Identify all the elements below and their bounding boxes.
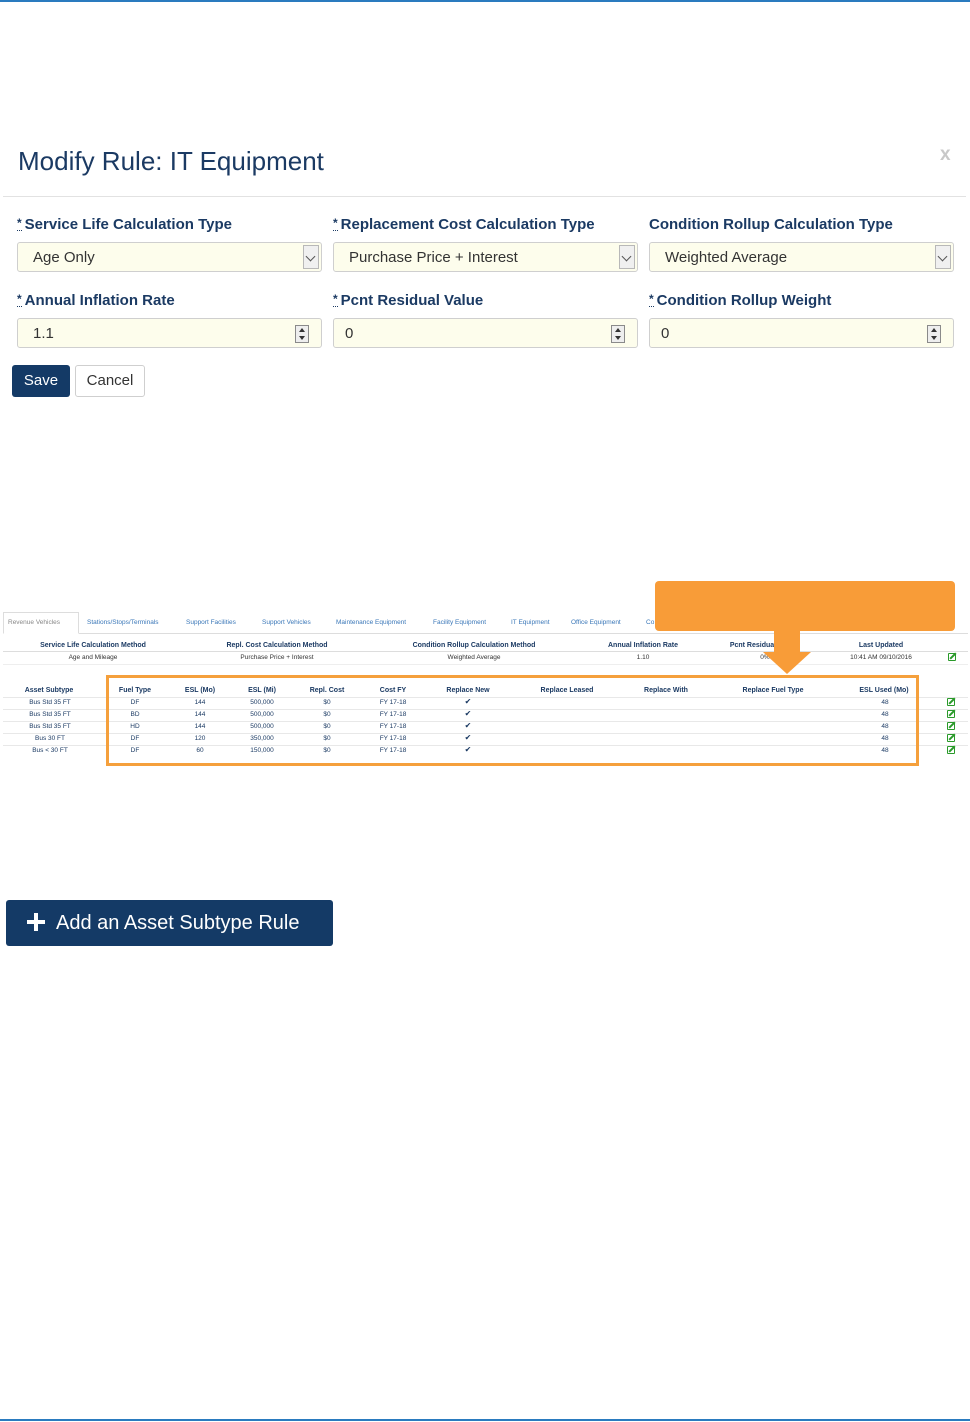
summary-divider [3,651,968,652]
check-icon: ✔ [464,733,472,742]
add-asset-subtype-rule-button[interactable] [6,900,333,946]
service-life-type-label: * Service Life Calculation Type [17,216,232,233]
pcnt-residual-value-label: * Pcnt Residual Value [333,292,484,309]
column-header: ESL (Mi) [248,687,276,694]
cell-esl-mo: 144 [194,723,206,730]
tab-maintenance-equipment[interactable]: Maintenance Equipment [336,619,407,626]
close-icon[interactable]: x [940,144,951,165]
summary-header: Condition Rollup Calculation Method [412,642,536,649]
check-icon: ✔ [464,721,472,730]
edit-icon[interactable] [948,653,956,661]
column-header: Replace Leased [540,687,594,694]
cell-fy: FY 17-18 [379,711,407,718]
replacement-cost-type-select[interactable]: Purchase Price + Interest [333,242,638,272]
cell-cost: $0 [323,711,331,718]
spinner-icon[interactable] [927,325,941,343]
arrow-head-icon [763,652,811,674]
cell-esl-mi: 500,000 [250,723,274,730]
page-top-rule [0,0,970,2]
cell-fy: FY 17-18 [379,723,407,730]
arrow-down-icon [774,631,800,653]
plus-icon [27,913,45,931]
tab-co[interactable]: Co [646,619,655,626]
condition-rollup-weight-label: * Condition Rollup Weight [649,292,832,309]
cell-fuel: DF [130,747,140,754]
column-header: Replace With [644,687,688,694]
required-marker: * [649,292,654,306]
cell-esl-mi: 500,000 [250,699,274,706]
summary-header: Last Updated [858,642,904,649]
cell-subtype: Bus Std 35 FT [29,699,71,706]
cell-cost: $0 [323,747,331,754]
summary-value: 0% [760,654,770,661]
column-header: ESL (Mo) [184,687,216,694]
tab-stations[interactable]: Stations/Stops/Terminals [87,619,159,626]
tab-it-equipment[interactable]: IT Equipment [511,619,550,626]
column-header: Cost FY [379,687,407,694]
cell-fy: FY 17-18 [379,735,407,742]
cell-fuel: HD [130,723,140,730]
chevron-down-icon [935,245,951,269]
cell-fy: FY 17-18 [379,699,407,706]
annual-inflation-rate-label: * Annual Inflation Rate [17,292,175,309]
highlight-box [106,675,919,766]
check-icon: ✔ [464,709,472,718]
cell-fy: FY 17-18 [379,747,407,754]
summary-header: Pcnt Residua [729,642,775,649]
tab-facility-equipment[interactable]: Facility Equipment [433,619,487,626]
spinner-icon[interactable] [611,325,625,343]
cell-subtype: Bus < 30 FT [32,747,68,754]
cell-fuel: DF [130,699,140,706]
cell-cost: $0 [323,735,331,742]
tab-support-vehicles[interactable]: Support Vehicles [262,619,311,626]
summary-header: Repl. Cost Calculation Method [226,642,328,649]
column-header: Replace New [446,687,490,694]
tab-revenue-vehicles[interactable]: Revenue Vehicles [8,619,61,626]
cell-subtype: Bus Std 35 FT [29,711,71,718]
cell-esl-mi: 350,000 [250,735,274,742]
summary-value: Weighted Average [447,654,501,661]
cell-cost: $0 [323,723,331,730]
check-icon: ✔ [464,697,472,706]
check-icon: ✔ [464,745,472,754]
cell-esl-mi: 150,000 [250,747,274,754]
pcnt-residual-value-input[interactable]: 0 [333,318,638,348]
column-header: Repl. Cost [309,687,345,694]
column-header: Replace Fuel Type [742,687,804,694]
spinner-icon[interactable] [295,325,309,343]
condition-rollup-weight-input[interactable]: 0 [649,318,954,348]
cell-esl-mo: 60 [196,747,204,754]
edit-icon[interactable] [947,710,955,718]
page-bottom-rule [0,1419,970,1421]
chevron-down-icon [303,245,319,269]
cell-esl-used: 48 [881,735,889,742]
summary-bottom-divider [3,664,968,665]
cell-esl-mi: 500,000 [250,711,274,718]
save-button[interactable]: Save [12,365,70,397]
cancel-button[interactable]: Cancel [75,365,145,397]
edit-icon[interactable] [947,722,955,730]
required-marker: * [333,216,338,230]
column-header: ESL Used (Mo) [859,687,909,694]
cell-esl-used: 48 [881,747,889,754]
cell-esl-mo: 120 [194,735,206,742]
condition-rollup-type-label: Condition Rollup Calculation Type [649,216,893,233]
summary-value: Purchase Price + Interest [240,654,314,661]
cell-cost: $0 [323,699,331,706]
replacement-cost-type-label: * Replacement Cost Calculation Type [333,216,595,233]
required-marker: * [17,292,22,306]
cell-fuel: BD [130,711,140,718]
chevron-down-icon [619,245,635,269]
summary-value: Age and Mileage [68,654,118,661]
cell-esl-mo: 144 [194,699,206,706]
required-marker: * [17,216,22,230]
callout-box [655,581,955,631]
required-marker: * [333,292,338,306]
cell-esl-used: 48 [881,723,889,730]
modal-title: Modify Rule: IT Equipment [18,146,324,176]
summary-value: 10:41 AM 09/10/2016 [850,654,912,661]
cell-subtype: Bus Std 35 FT [29,723,71,730]
cell-fuel: DF [130,735,140,742]
cell-esl-mo: 144 [194,711,206,718]
edit-icon[interactable] [947,746,955,754]
column-header: Fuel Type [118,687,152,694]
cell-esl-used: 48 [881,711,889,718]
annual-inflation-rate-input[interactable]: 1.1 [17,318,322,348]
cell-esl-used: 48 [881,699,889,706]
add-button-label: Add an Asset Subtype Rule [56,912,300,934]
edit-icon[interactable] [947,734,955,742]
cell-subtype: Bus 30 FT [35,735,65,742]
summary-header: Annual Inflation Rate [608,642,678,649]
column-header: Asset Subtype [24,687,74,694]
modal-divider [3,196,966,197]
summary-value: 1.10 [636,654,650,661]
tab-office-equipment[interactable]: Office Equipment [571,619,621,626]
edit-icon[interactable] [947,698,955,706]
service-life-type-select[interactable]: Age Only [17,242,322,272]
tab-support-facilities[interactable]: Support Facilities [186,619,236,626]
condition-rollup-type-select[interactable]: Weighted Average [649,242,954,272]
summary-header: Service Life Calculation Method [40,642,146,649]
